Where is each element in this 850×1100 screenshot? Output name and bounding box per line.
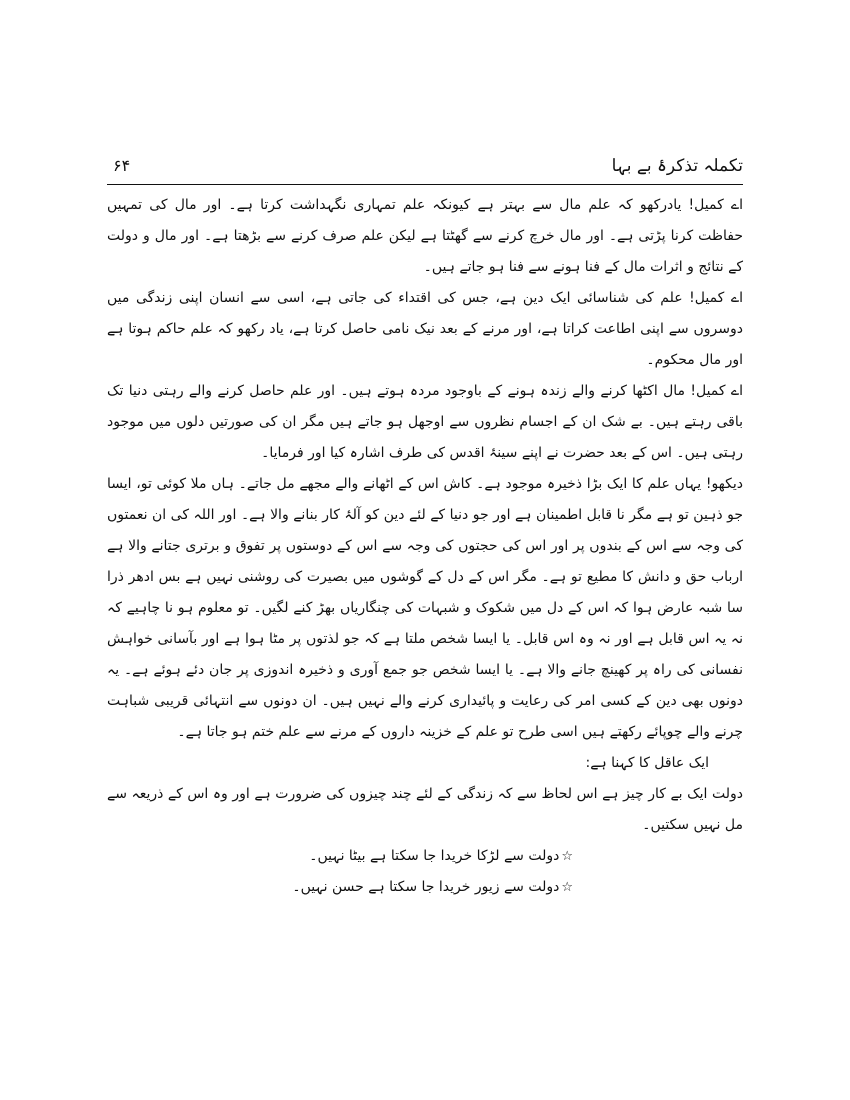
paragraph: اے کمیل! علم کی شناسائی ایک دین ہے، جس کی اقتداء کی جاتی ہے، اسی سے انسان اپنی زندگی میں دوسروں سے اپنی اطاعت کراتا ہے، اور مرنے کے بعد نیک نامی حاصل کرتا ہے، یاد رکھو کہ علم حاکم ہوتا ہے اور مال محکوم۔ bbox=[107, 290, 743, 368]
paragraph: اے کمیل! مال اکٹھا کرنے والے زندہ ہونے کے باوجود مردہ ہوتے ہیں۔ اور علم حاصل کرنے والے رہتی دنیا تک باقی رہتے ہیں۔ بے شک ان کے اجسام نظروں سے اوجھل ہو جاتے ہیں مگر ان کی صورتیں دلوں میں موجود رہتی ہیں۔ اس کے بعد حضرت نے اپنے سینۂ اقدس کی طرف اشارہ کیا اور فرمایا۔ bbox=[107, 383, 743, 461]
page-number: ۶۴ bbox=[113, 156, 131, 175]
star-icon: ☆ bbox=[561, 880, 573, 895]
bullet-text: دولت سے زیور خریدا جا سکتا ہے حسن نہیں۔ bbox=[292, 879, 560, 895]
paragraph: دیکھو! یہاں علم کا ایک بڑا ذخیرہ موجود ہے۔ کاش اس کے اٹھانے والے مجھے مل جاتے۔ ہاں ملا کوئی تو، ایسا جو ذہین تو ہے مگر نا قابل اطمینان ہے اور جو دنیا کے لئے دین کو آلۂ کار بنانے والا ہے۔ اور اللہ کی ان نعمتوں کی وجہ سے اس کے بندوں پر اور اس کی حجتوں کی وجہ سے اس کے دوستوں پر تفوق و برتری جتانے والا ہے ارباب حق و دانش کا مطیع تو ہے۔ مگر اس کے دل کے گوشوں میں بصیرت کی روشنی نہیں ہے بس ادھر ذرا سا شبہ عارض ہوا کہ اس کے دل میں شکوک و شبہات کی چنگاریاں بھڑ کنے لگیں۔ تو معلوم ہو نا چاہیے کہ نہ یہ اس قابل ہے اور نہ وہ اس قابل۔ یا ایسا شخص ملتا ہے کہ جو لذتوں پر مٹا ہوا ہے اور بآسانی خواہش نفسانی کی راہ پر کھینچ جانے والا ہے۔ یا ایسا شخص جو جمع آوری و ذخیرہ اندوزی پر جان دئے ہوئے ہے۔ یہ دونوں بھی دین کے کسی امر کی رعایت و پائیداری کرنے والے نہیں ہیں۔ ان دونوں سے انتہائی قریبی شباہت چرنے والے چوپائے رکھتے ہیں اسی طرح تو علم کے خزینہ داروں کے مرنے سے علم ختم ہو جاتا ہے۔ bbox=[107, 476, 743, 740]
star-icon: ☆ bbox=[561, 849, 573, 864]
body-text bbox=[107, 190, 743, 903]
bullet-text: دولت سے لڑکا خریدا جا سکتا ہے بیٹا نہیں۔ bbox=[309, 848, 560, 864]
bullet-item bbox=[107, 841, 743, 872]
bullet-item bbox=[107, 872, 743, 903]
paragraph: دولت ایک بے کار چیز ہے اس لحاظ سے کہ زندگی کے لئے چند چیزوں کی ضرورت ہے اور وہ اس کے ذریعہ سے مل نہیں سکتیں۔ bbox=[107, 786, 743, 833]
page-header bbox=[107, 154, 743, 184]
running-title: تکملہ تذکرۂ بے بہا bbox=[611, 156, 743, 176]
paragraph: اے کمیل! یادرکھو کہ علم مال سے بہتر ہے کیونکہ علم تمہاری نگہداشت کرتا ہے۔ اور مال کی تمہیں حفاظت کرنا پڑتی ہے۔ اور مال خرچ کرنے سے گھٹتا ہے لیکن علم صرف کرنے سے بڑھتا ہے۔ اور مال و دولت کے نتائج و اثرات مال کے فنا ہونے سے فنا ہو جاتے ہیں۔ bbox=[107, 197, 743, 275]
header-divider bbox=[107, 184, 743, 185]
paragraph: ایک عاقل کا کہنا ہے: bbox=[585, 755, 709, 771]
